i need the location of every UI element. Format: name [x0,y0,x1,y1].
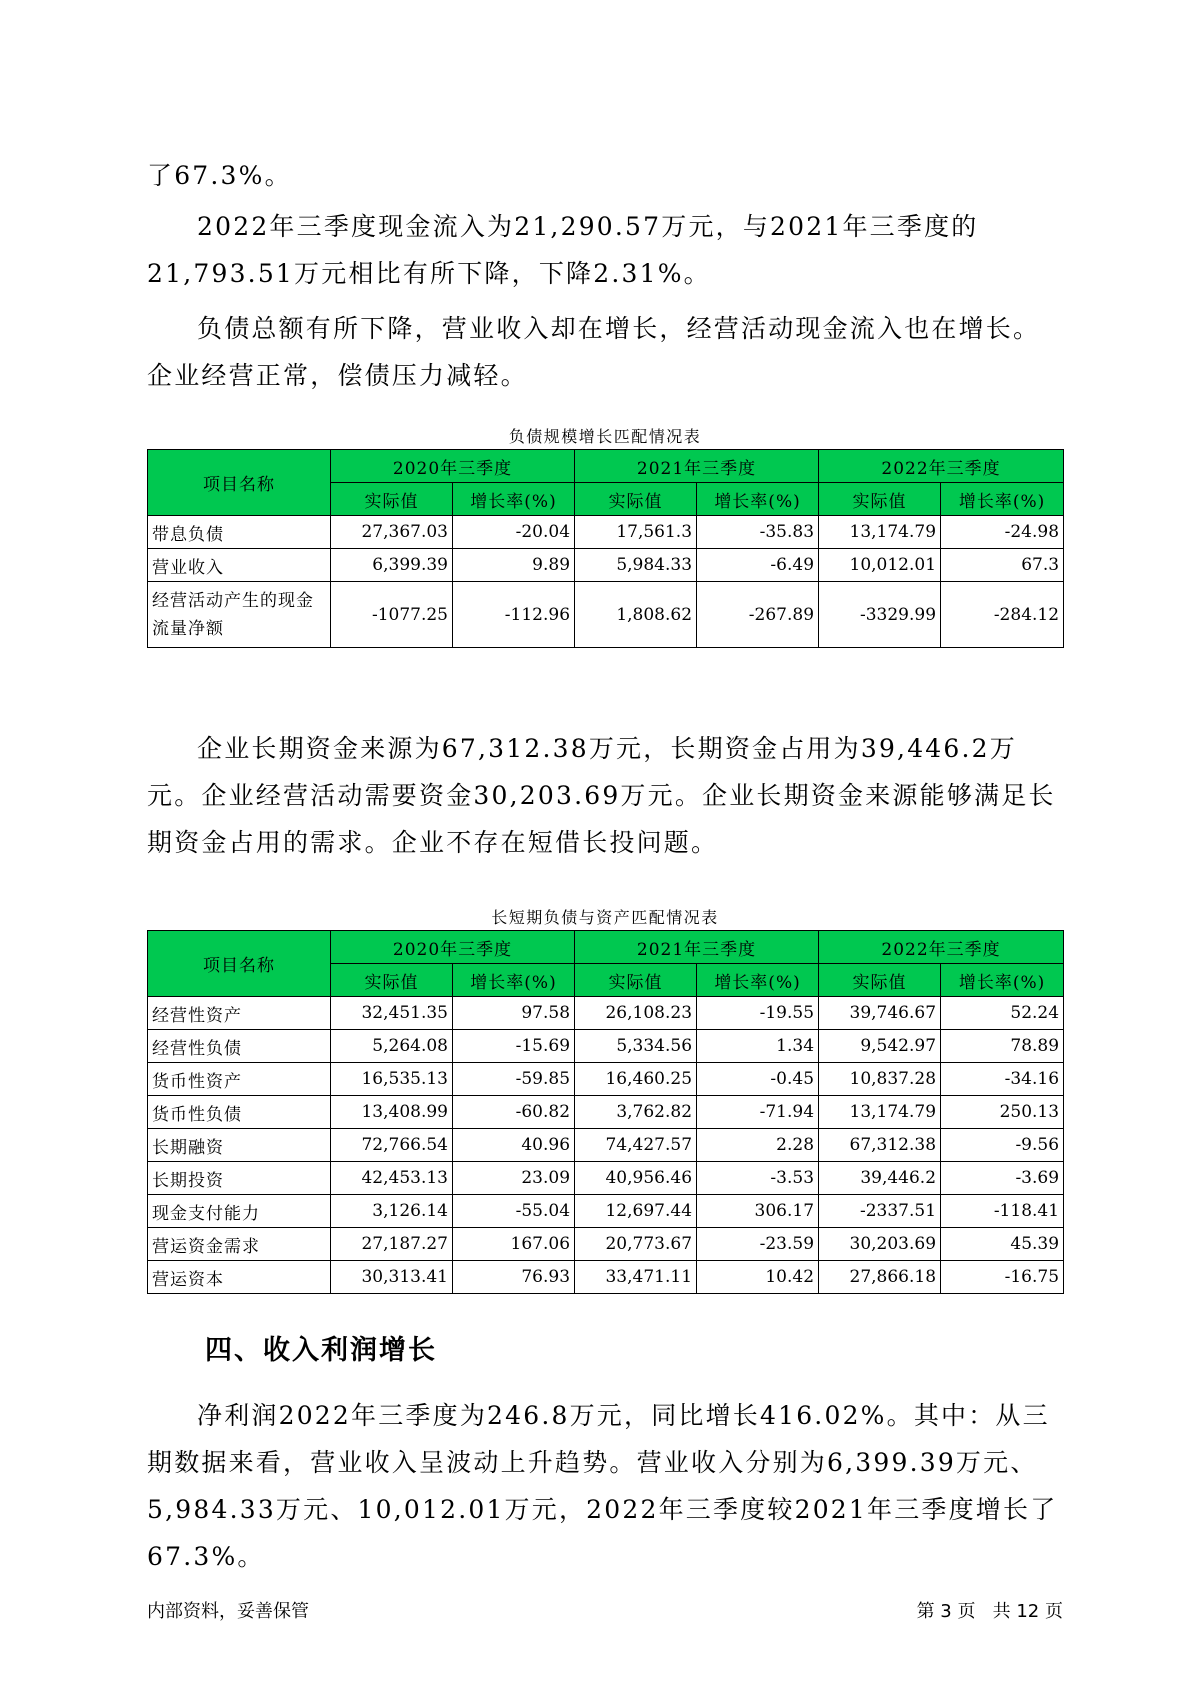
cell: 306.17 [697,1195,819,1228]
cell: -23.59 [697,1228,819,1261]
cell: -60.82 [453,1096,575,1129]
header-period: 2020年三季度 [331,450,575,483]
cell: 52.24 [941,997,1064,1030]
cell: -55.04 [453,1195,575,1228]
table-row [148,1228,1064,1261]
cell: 5,264.08 [331,1030,453,1063]
cell: -3.69 [941,1162,1064,1195]
cell: -20.04 [453,516,575,549]
cell: 16,535.13 [331,1063,453,1096]
table2-caption: 长短期负债与资产匹配情况表 [491,908,719,927]
row-label: 经营性负债 [148,1030,331,1063]
cell: 1,808.62 [575,582,697,648]
cell: 6,399.39 [331,549,453,582]
paragraph-continuation: 了67.3%。 [147,161,292,190]
table-row [148,516,1064,549]
cell: 39,746.67 [819,997,941,1030]
cell: 33,471.11 [575,1261,697,1294]
row-label: 货币性负债 [148,1096,331,1129]
cell: 67.3 [941,549,1064,582]
footer-page-number: 第 3 页 共 12 页 [916,1601,1063,1622]
cell: -284.12 [941,582,1064,648]
header-growth: 增长率(%) [453,483,575,516]
cell: -118.41 [941,1195,1064,1228]
cell: -2337.51 [819,1195,941,1228]
cell: 45.39 [941,1228,1064,1261]
header-actual: 实际值 [575,964,697,997]
header-period: 2022年三季度 [819,931,1064,964]
table-row [148,1195,1064,1228]
row-label: 现金支付能力 [148,1195,331,1228]
table-row [148,1162,1064,1195]
cell: -112.96 [453,582,575,648]
cell: 72,766.54 [331,1129,453,1162]
cell: 9,542.97 [819,1030,941,1063]
header-period: 2020年三季度 [331,931,575,964]
cell: -35.83 [697,516,819,549]
cell: 40,956.46 [575,1162,697,1195]
cell: 13,408.99 [331,1096,453,1129]
cell: -19.55 [697,997,819,1030]
table-row [148,1030,1064,1063]
table-row [148,1129,1064,1162]
header-growth: 增长率(%) [941,483,1064,516]
table-row [148,549,1064,582]
cell: 10.42 [697,1261,819,1294]
row-label: 经营活动产生的现金流量净额 [148,582,331,648]
paragraph-long-term-funds: 企业长期资金来源为67,312.38万元，长期资金占用为39,446.2万元。企业经营活动需要资金30,203.69万元。企业长期资金来源能够满足长期资金占用的需求。企业不存在短借长投问题。 [147,734,1056,857]
table1-caption: 负债规模增长匹配情况表 [508,427,702,446]
table-row [148,1063,1064,1096]
cell: 10,837.28 [819,1063,941,1096]
cell: 5,334.56 [575,1030,697,1063]
cell: 27,187.27 [331,1228,453,1261]
header-actual: 实际值 [331,483,453,516]
cell: 27,367.03 [331,516,453,549]
cell: -34.16 [941,1063,1064,1096]
row-label: 营运资本 [148,1261,331,1294]
table-row [148,1096,1064,1129]
cell: 32,451.35 [331,997,453,1030]
cell: 3,126.14 [331,1195,453,1228]
cell: 1.34 [697,1030,819,1063]
cell: 27,866.18 [819,1261,941,1294]
cell: 13,174.79 [819,516,941,549]
header-period: 2021年三季度 [575,931,819,964]
cell: 30,313.41 [331,1261,453,1294]
cell: 67,312.38 [819,1129,941,1162]
section-heading: 四、收入利润增长 [205,1335,437,1366]
cell: 167.06 [453,1228,575,1261]
row-label: 货币性资产 [148,1063,331,1096]
cell: -3329.99 [819,582,941,648]
debt-scale-table [147,449,1064,648]
cell: 78.89 [941,1030,1064,1063]
header-growth: 增长率(%) [941,964,1064,997]
cell: 23.09 [453,1162,575,1195]
header-actual: 实际值 [331,964,453,997]
row-label: 经营性资产 [148,997,331,1030]
cell: 74,427.57 [575,1129,697,1162]
cell: 17,561.3 [575,516,697,549]
cell: 39,446.2 [819,1162,941,1195]
cell: -6.49 [697,549,819,582]
row-label: 长期融资 [148,1129,331,1162]
cell: -16.75 [941,1261,1064,1294]
cell: 76.93 [453,1261,575,1294]
cell: 42,453.13 [331,1162,453,1195]
table-row [148,1261,1064,1294]
cell: 30,203.69 [819,1228,941,1261]
cell: -0.45 [697,1063,819,1096]
header-growth: 增长率(%) [697,964,819,997]
row-label: 长期投资 [148,1162,331,1195]
footer-confidential-note: 内部资料，妥善保管 [147,1601,309,1622]
cell: 9.89 [453,549,575,582]
row-label: 带息负债 [148,516,331,549]
cell: -71.94 [697,1096,819,1129]
header-growth: 增长率(%) [697,483,819,516]
cell: 40.96 [453,1129,575,1162]
cell: 2.28 [697,1129,819,1162]
header-period: 2022年三季度 [819,450,1064,483]
paragraph-cash-inflow: 2022年三季度现金流入为21,290.57万元，与2021年三季度的21,793.51万元相比有所下降，下降2.31%。 [147,212,979,288]
header-item-name: 项目名称 [148,450,331,516]
cell: -15.69 [453,1030,575,1063]
cell: 26,108.23 [575,997,697,1030]
cell: -9.56 [941,1129,1064,1162]
cell: 12,697.44 [575,1195,697,1228]
cell: 10,012.01 [819,549,941,582]
cell: 5,984.33 [575,549,697,582]
cell: -59.85 [453,1063,575,1096]
cell: -1077.25 [331,582,453,648]
cell: -267.89 [697,582,819,648]
row-label: 营运资金需求 [148,1228,331,1261]
row-label: 营业收入 [148,549,331,582]
header-actual: 实际值 [819,964,941,997]
cell: -3.53 [697,1162,819,1195]
table-row [148,997,1064,1030]
header-actual: 实际值 [819,483,941,516]
cell: 250.13 [941,1096,1064,1129]
cell: 3,762.82 [575,1096,697,1129]
header-period: 2021年三季度 [575,450,819,483]
cell: 16,460.25 [575,1063,697,1096]
paragraph-net-profit: 净利润2022年三季度为246.8万元，同比增长416.02%。其中：从三期数据来看，营业收入呈波动上升趋势。营业收入分别为6,399.39万元、5,984.33万元、10,012.01万元，2022年三季度较2021年三季度增长了67.3%。 [147,1401,1058,1571]
table-row [148,582,1064,648]
liability-asset-table [147,930,1064,1294]
cell: -24.98 [941,516,1064,549]
header-actual: 实际值 [575,483,697,516]
cell: 20,773.67 [575,1228,697,1261]
cell: 97.58 [453,997,575,1030]
header-growth: 增长率(%) [453,964,575,997]
paragraph-debt-summary: 负债总额有所下降，营业收入却在增长，经营活动现金流入也在增长。企业经营正常，偿债压力减轻。 [147,314,1041,390]
header-item-name: 项目名称 [148,931,331,997]
cell: 13,174.79 [819,1096,941,1129]
